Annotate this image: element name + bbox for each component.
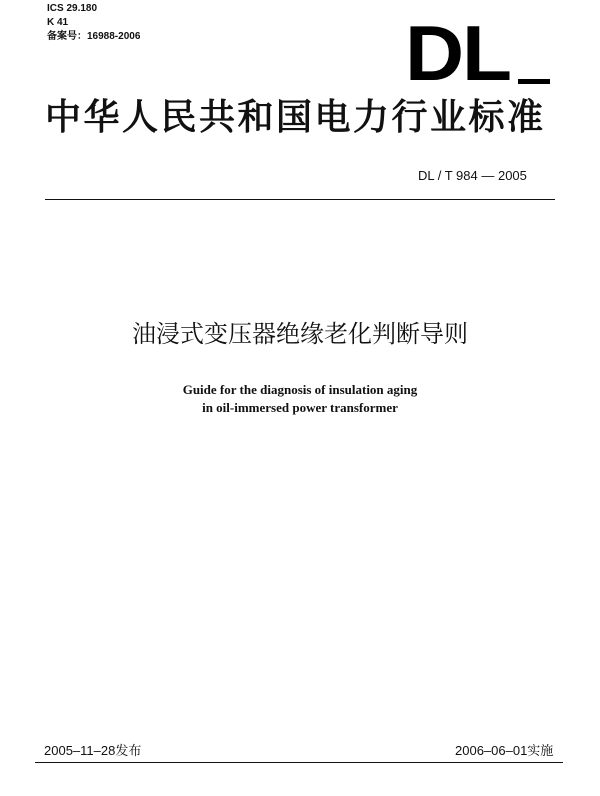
document-title-en-line2: in oil-immersed power transformer xyxy=(202,400,398,415)
footer-divider xyxy=(35,762,563,763)
standard-number: DL / T 984 — 2005 xyxy=(418,168,527,183)
dl-logo: DL xyxy=(405,9,510,97)
organization-title: 中华人民共和国电力行业标准 xyxy=(45,96,546,138)
document-title-en-line1: Guide for the diagnosis of insulation aging xyxy=(182,382,418,397)
header-divider xyxy=(45,199,555,200)
issue-date: 2005–11–28发布 xyxy=(44,743,142,758)
category-code: K 41 xyxy=(47,17,69,28)
implementation-date: 2006–06–01实施 xyxy=(455,743,554,758)
document-title-cn: 油浸式变压器绝缘老化判断导则 xyxy=(132,320,468,348)
ics-code: ICS 29.180 xyxy=(47,3,98,14)
logo-underline xyxy=(518,79,550,84)
filing-number: 备案号：16988-2006 xyxy=(47,31,141,42)
